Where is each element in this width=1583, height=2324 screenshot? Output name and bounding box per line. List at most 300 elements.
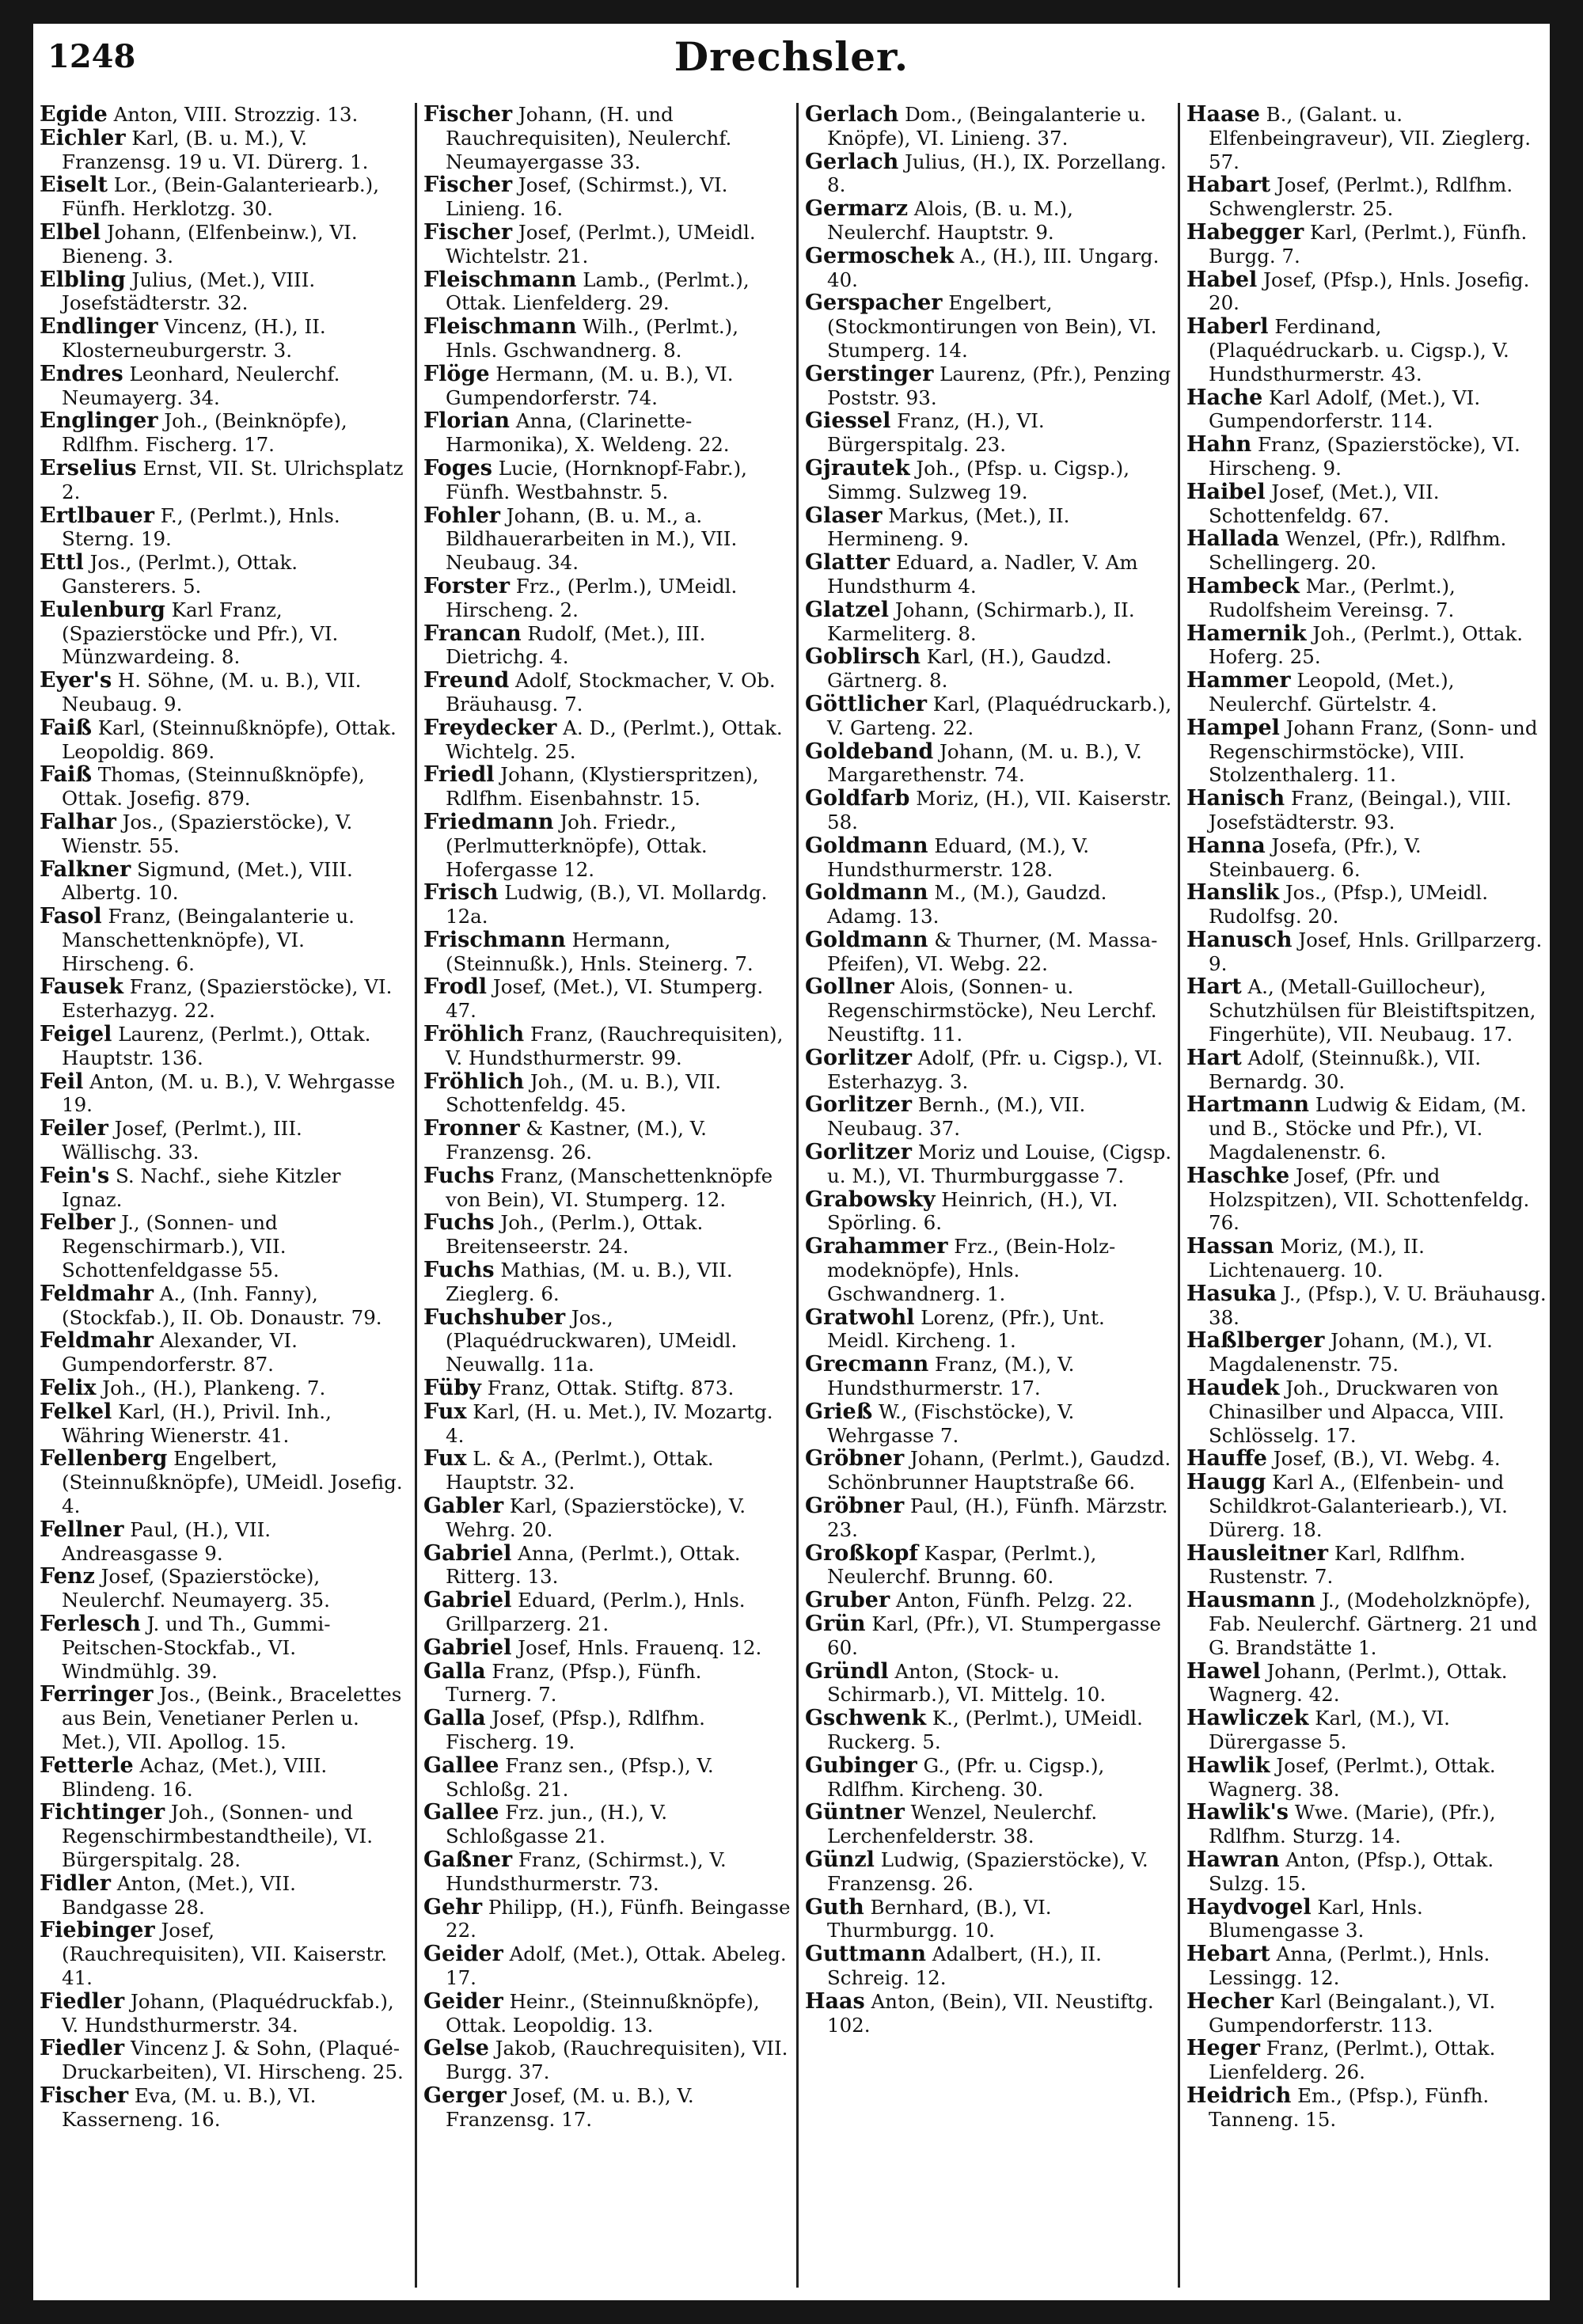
entry-details: Joh., (Beinknöpfe), Rdlfhm. Fischerg. 17. — [62, 409, 347, 457]
directory-entry — [423, 268, 792, 316]
entry-details: J., (Pfsp.), V. U. Bräuhausg. 38. — [1209, 1282, 1547, 1329]
directory-entry — [40, 457, 404, 504]
directory-entry — [40, 716, 404, 764]
directory-entry — [1186, 716, 1550, 787]
entry-surname: Fronner — [423, 1116, 520, 1141]
directory-entry — [423, 457, 792, 504]
entry-surname: Ferlesch — [40, 1612, 141, 1636]
directory-entry — [805, 150, 1173, 198]
entry-details: Joh., (Perlm.), Ottak. Breitenseerstr. 24. — [446, 1211, 704, 1259]
entry-details: Johann Franz, (Sonn- und Regenschirmstöcke), VIII. Stolzenthalerg. 11. — [1209, 716, 1538, 787]
entry-details: Josef, (Pfr. und Holzspitzen), VII. Schottenfeldg. 76. — [1209, 1164, 1530, 1235]
entry-details: W., (Fischstöcke), V. Wehrgasse 7. — [827, 1399, 1075, 1447]
entry-details: M., (M.), Gaudzd. Adamg. 13. — [827, 881, 1107, 928]
entry-surname: Fenz — [40, 1564, 95, 1589]
entry-surname: Haschke — [1186, 1163, 1290, 1188]
entry-surname: Habart — [1186, 173, 1271, 198]
entry-details: Franz, (H.), VI. Bürgerspitalg. 23. — [827, 409, 1045, 457]
directory-entry — [423, 1896, 792, 1943]
entry-surname: Goldeband — [805, 739, 934, 764]
entry-details: Johann, (M.), VI. Magdalenenstr. 75. — [1209, 1329, 1493, 1377]
entry-surname: Hallada — [1186, 526, 1280, 552]
entry-details: Ernst, VII. St. Ulrichsplatz 2. — [62, 456, 404, 503]
entry-surname: Elbling — [40, 267, 126, 292]
directory-entry — [1186, 1377, 1550, 1447]
entry-surname: Fausek — [40, 974, 123, 1000]
entry-details: Bernh., (M.), VII. Neubaug. 37. — [827, 1093, 1086, 1141]
directory-entry — [1186, 1471, 1550, 1541]
entry-surname: Ettl — [40, 550, 84, 575]
directory-entry — [423, 1494, 792, 1542]
entry-details: Joh., (M. u. B.), VII. Schottenfeldg. 45. — [446, 1069, 721, 1117]
entry-details: Anton, (Stock- u. Schirmarb.), VI. Mittelg. 10. — [827, 1659, 1107, 1707]
entry-surname: Gerlach — [805, 149, 899, 174]
directory-entry — [40, 905, 404, 975]
entry-details: Adolf, (Met.), Ottak. Abeleg. 17. — [446, 1942, 787, 1989]
entry-details: L. & A., (Perlmt.), Ottak. Hauptstr. 32. — [446, 1447, 714, 1494]
entry-surname: Englinger — [40, 408, 158, 434]
directory-entry — [40, 1683, 404, 1753]
entry-surname: Friedmann — [423, 809, 554, 834]
entry-surname: Eulenburg — [40, 597, 165, 622]
entry-surname: Hache — [1186, 385, 1263, 410]
entry-details: Josef, (Perlmt.), III. Wällischg. 33. — [62, 1117, 302, 1164]
entry-details: Joh. Friedr., (Perlmutterknöpfe), Ottak. Hofergasse 12. — [446, 810, 708, 881]
entry-details: Eduard, (Perlm.), Hnls. Grillparzerg. 21. — [446, 1589, 746, 1635]
entry-details: Jos., (Perlmt.), Ottak. Gansterers. 5. — [62, 551, 298, 598]
entry-surname: Glaser — [805, 503, 883, 528]
entry-details: Frz., (Bein-Holz-modeknöpfe), Hnls. Gschwandnerg. 1. — [827, 1235, 1116, 1305]
entry-details: Karl, (H.), Privil. Inh., Währing Wienerstr. 41. — [62, 1399, 332, 1447]
entry-details: Franz, (M.), V. Hundsthurmerstr. 17. — [827, 1353, 1075, 1400]
directory-entry — [423, 1589, 792, 1636]
entry-details: Joh., Druckwaren von Chinasilber und Alpacca, VIII. Schlösselg. 17. — [1209, 1377, 1505, 1447]
entry-surname: Fasol — [40, 904, 102, 929]
entry-surname: Hawran — [1186, 1847, 1280, 1872]
entry-details: Josef, (Perlmt.), Rdlfhm. Schwenglerstr. 25. — [1209, 173, 1513, 221]
directory-entry — [40, 103, 404, 127]
entry-surname: Hart — [1186, 1045, 1242, 1070]
directory-entry — [423, 1023, 792, 1070]
directory-entry — [40, 2037, 404, 2084]
entry-details: Dom., (Beingalanterie u. Knöpfe), VI. Linieng. 37. — [827, 103, 1147, 150]
entry-details: Anton, VIII. Strozzig. 13. — [107, 103, 359, 126]
directory-entry — [423, 1801, 792, 1848]
entry-details: Josef, (Met.), VII. Schottenfeldg. 67. — [1209, 480, 1440, 527]
entry-details: A., (Metall-Guillocheur), Schutzhülsen für Bleistiftspitzen, Fingerhüte), VII. Neubaug. 17. — [1209, 975, 1536, 1046]
entry-details: A. D., (Perlmt.), Ottak. Wichtelg. 25. — [446, 716, 783, 763]
directory-entry — [423, 1117, 792, 1164]
directory-entry — [805, 245, 1173, 292]
entry-surname: Hartmann — [1186, 1092, 1310, 1118]
directory-entry — [805, 1188, 1173, 1236]
directory-entry — [40, 551, 404, 598]
entry-details: Moriz, (M.), II. Lichtenauerg. 10. — [1209, 1235, 1425, 1282]
directory-entry — [423, 1636, 792, 1660]
entry-surname: Gabriel — [423, 1540, 512, 1566]
entry-surname: Fohler — [423, 503, 500, 528]
entry-details: Ludwig & Eidam, (M. und B., Stöcke und Pfr.), VI. Magdalenenstr. 6. — [1209, 1093, 1527, 1164]
directory-entry — [423, 1990, 792, 2037]
entry-surname: Guttmann — [805, 1942, 926, 1967]
directory-entry — [1186, 928, 1550, 976]
entry-surname: Fuchs — [423, 1163, 495, 1188]
entry-details: Johann, (H. und Rauchrequisiten), Neulerchf. Neumayergasse 33. — [446, 103, 732, 173]
entry-surname: Haberl — [1186, 314, 1269, 340]
directory-entry — [805, 1235, 1173, 1305]
directory-entry — [40, 763, 404, 811]
directory-entry — [805, 1542, 1173, 1589]
entry-details: Kaspar, (Perlmt.), Neulerchf. Brunng. 60. — [827, 1541, 1097, 1589]
entry-surname: Faiß — [40, 715, 92, 740]
directory-entry — [1186, 1447, 1550, 1471]
entry-details: Karl, (Pfr.), VI. Stumpergasse 60. — [827, 1612, 1161, 1659]
entry-surname: Grün — [805, 1612, 866, 1636]
entry-details: Josef, (Perlmt.), Ottak. Wagnerg. 38. — [1209, 1753, 1496, 1801]
directory-entry — [1186, 975, 1550, 1046]
directory-entry — [1186, 433, 1550, 480]
directory-entry — [805, 693, 1173, 740]
entry-details: Josef, (Spazierstöcke), Neulerchf. Neumayerg. 35. — [62, 1565, 330, 1612]
entry-surname: Hawlik — [1186, 1752, 1270, 1778]
entry-details: Karl, (Perlmt.), Fünfh. Burgg. 7. — [1209, 220, 1528, 268]
listing-columns — [33, 103, 1550, 2288]
directory-entry — [40, 1754, 404, 1802]
entry-details: Leonhard, Neulerchf. Neumayerg. 34. — [62, 362, 340, 409]
entry-surname: Endres — [40, 361, 123, 386]
directory-entry — [805, 740, 1173, 788]
entry-surname: Haase — [1186, 103, 1260, 127]
directory-entry — [1186, 1093, 1550, 1164]
directory-entry — [1186, 103, 1550, 173]
entry-details: Paul, (H.), VII. Andreasgasse 9. — [62, 1517, 271, 1565]
entry-surname: Germoschek — [805, 243, 955, 268]
entry-details: Josef, (Perlmt.), UMeidl. Wichtelstr. 21. — [446, 220, 756, 268]
directory-entry — [1186, 1329, 1550, 1377]
directory-entry — [1186, 2037, 1550, 2084]
directory-entry — [1186, 1164, 1550, 1235]
entry-details: Eduard, (M.), V. Hundsthurmerstr. 128. — [827, 834, 1090, 881]
entry-surname: Gratwohl — [805, 1304, 915, 1330]
entry-surname: Glatzel — [805, 597, 890, 622]
entry-details: Anton, (Bein), VII. Neustiftg. 102. — [827, 1989, 1154, 2037]
entry-details: Jakob, (Rauchrequisiten), VII. Burgg. 37. — [446, 2037, 788, 2084]
directory-entry — [805, 1612, 1173, 1660]
directory-entry — [805, 1942, 1173, 1990]
entry-details: Franz sen., (Pfsp.), V. Schloßg. 21. — [446, 1753, 714, 1801]
entry-details: Lucie, (Hornknopf-Fabr.), Fünfh. Westbahnstr. 5. — [446, 456, 747, 503]
entry-surname: Galla — [423, 1706, 486, 1731]
page-number: 1248 — [47, 38, 136, 75]
directory-entry — [40, 1329, 404, 1377]
entry-surname: Güntner — [805, 1800, 905, 1825]
entry-surname: Gabler — [423, 1494, 504, 1519]
entry-surname: Feldmahr — [40, 1328, 154, 1354]
entry-details: Karl Adolf, (Met.), VI. Gumpendorferstr. 114. — [1209, 385, 1481, 433]
entry-details: A., (Inh. Fanny), (Stockfab.), II. Ob. Donaustr. 79. — [62, 1282, 382, 1329]
entry-details: Moriz und Louise, (Cigsp. u. M.), VI. Thurmburggasse 7. — [827, 1141, 1172, 1187]
directory-entry — [40, 409, 404, 457]
directory-entry — [805, 834, 1173, 882]
entry-details: Hermann, (M. u. B.), VI. Gumpendorferstr. 74. — [446, 362, 734, 409]
directory-entry — [40, 1872, 404, 1920]
directory-entry — [805, 504, 1173, 552]
entry-surname: Hasuka — [1186, 1281, 1277, 1306]
entry-surname: Goldfarb — [805, 786, 910, 811]
entry-details: H. Söhne, (M. u. B.), VII. Neubaug. 9. — [62, 669, 362, 716]
entry-details: Adolf, (Steinnußk.), VII. Bernardg. 30. — [1209, 1046, 1482, 1093]
entry-details: Anton, (M. u. B.), V. Wehrgasse 19. — [62, 1069, 396, 1117]
directory-entry — [423, 575, 792, 622]
entry-surname: Gehr — [423, 1894, 483, 1920]
entry-surname: Fuchshuber — [423, 1304, 566, 1330]
entry-surname: Falhar — [40, 809, 116, 834]
entry-surname: Freydecker — [423, 715, 557, 740]
directory-entry — [805, 1896, 1173, 1943]
entry-surname: Grahammer — [805, 1234, 948, 1259]
entry-details: Karl, Rdlfhm. Rustenstr. 7. — [1209, 1541, 1466, 1589]
entry-surname: Hawel — [1186, 1658, 1261, 1684]
directory-entry — [423, 1306, 792, 1377]
directory-entry — [423, 409, 792, 457]
entry-details: Josef, (Pfsp.), Hnls. Josefig. 20. — [1209, 268, 1530, 315]
directory-entry — [805, 598, 1173, 646]
directory-entry — [805, 1353, 1173, 1400]
entry-surname: Feil — [40, 1069, 84, 1094]
entry-surname: Fischer — [40, 2083, 129, 2108]
entry-details: S. Nachf., siehe Kitzler Ignaz. — [62, 1164, 341, 1211]
entry-surname: Gröbner — [805, 1446, 905, 1471]
directory-entry — [423, 504, 792, 575]
page-header — [33, 24, 1550, 87]
directory-entry — [1186, 669, 1550, 716]
directory-entry — [1186, 834, 1550, 882]
entry-surname: Hambeck — [1186, 573, 1300, 598]
directory-entry — [40, 1023, 404, 1070]
entry-details: Johann, (Perlmt.), Ottak. Wagnerg. 42. — [1209, 1659, 1508, 1707]
directory-entry — [40, 1377, 404, 1400]
entry-details: & Kastner, (M.), V. Franzensg. 26. — [446, 1117, 707, 1164]
entry-surname: Haßlberger — [1186, 1328, 1325, 1354]
entry-details: Franz, (Rauchrequisiten), V. Hundsthurmerstr. 99. — [446, 1023, 784, 1069]
entry-details: Jos., (Spazierstöcke), V. Wienstr. 55. — [62, 810, 353, 857]
entry-details: Karl, (H. u. Met.), IV. Mozartg. 4. — [446, 1399, 773, 1447]
directory-entry — [1186, 1754, 1550, 1802]
entry-surname: Glatter — [805, 550, 890, 575]
entry-surname: Gabriel — [423, 1588, 512, 1613]
directory-entry — [1186, 1660, 1550, 1707]
entry-details: Karl A., (Elfenbein- und Schildkrot-Galanteriearb.), VI. Dürerg. 18. — [1209, 1471, 1508, 1541]
directory-entry — [1186, 527, 1550, 575]
entry-details: J. und Th., Gummi-Peitschen-Stockfab., VI. Windmühlg. 39. — [62, 1612, 331, 1683]
entry-surname: Geider — [423, 1942, 503, 1967]
entry-details: Lamb., (Perlmt.), Ottak. Lienfelderg. 29. — [446, 268, 750, 315]
entry-surname: Eichler — [40, 125, 126, 150]
directory-entry — [423, 1070, 792, 1118]
entry-surname: Göttlicher — [805, 691, 927, 716]
entry-surname: Eiselt — [40, 173, 108, 198]
entry-surname: Grabowsky — [805, 1187, 936, 1212]
entry-surname: Falkner — [40, 856, 131, 882]
entry-surname: Giessel — [805, 408, 891, 434]
directory-entry — [1186, 1801, 1550, 1848]
entry-surname: Endlinger — [40, 314, 158, 340]
entry-details: Ludwig, (B.), VI. Mollardg. 12a. — [446, 881, 768, 928]
directory-entry — [1186, 268, 1550, 316]
entry-surname: Fleischmann — [423, 267, 577, 292]
entry-surname: Gabriel — [423, 1635, 512, 1660]
entry-surname: Haibel — [1186, 479, 1266, 504]
directory-entry — [423, 716, 792, 764]
directory-entry — [1186, 221, 1550, 268]
entry-details: Mathias, (M. u. B.), VII. Zieglerg. 6. — [446, 1259, 733, 1305]
entry-details: Johann, (M. u. B.), V. Margarethenstr. 74. — [827, 739, 1142, 787]
entry-details: Karl, (Spazierstöcke), V. Wehrg. 20. — [446, 1494, 746, 1541]
entry-details: Johann, (Klystierspritzen), Rdlfhm. Eisenbahnstr. 15. — [446, 763, 759, 811]
entry-details: Engelbert, (Stockmontirungen von Bein), VI. Stumperg. 14. — [827, 291, 1157, 362]
entry-details: Franz, (Schirmst.), V. Hundsthurmerstr. 73. — [446, 1847, 727, 1895]
entry-surname: Hausmann — [1186, 1588, 1316, 1613]
entry-surname: Hanusch — [1186, 927, 1293, 952]
entry-details: & Thurner, (M. Massa-Pfeifen), VI. Webg. 22. — [827, 928, 1158, 975]
directory-entry — [423, 2037, 792, 2084]
entry-surname: Elbel — [40, 219, 101, 245]
entry-details: Mar., (Perlmt.), Rudolfsheim Vereinsg. 7. — [1209, 574, 1456, 621]
entry-surname: Gröbner — [805, 1494, 905, 1519]
directory-entry — [40, 598, 404, 669]
directory-entry — [1186, 1235, 1550, 1282]
directory-entry — [805, 1306, 1173, 1354]
entry-details: Johann, (Perlmt.), Gaudzd. Schönbrunner Hauptstraße 66. — [827, 1447, 1171, 1494]
directory-entry — [1186, 881, 1550, 928]
entry-surname: Feigel — [40, 1022, 112, 1047]
entry-details: Anna, (Clarinette-Harmonika), X. Weldeng. 22. — [446, 409, 730, 457]
directory-entry — [423, 1447, 792, 1494]
entry-details: A., (H.), III. Ungarg. 40. — [827, 244, 1160, 291]
entry-surname: Guth — [805, 1894, 864, 1920]
entry-surname: Felber — [40, 1210, 116, 1236]
entry-surname: Gallee — [423, 1752, 499, 1778]
entry-surname: Feiler — [40, 1116, 108, 1141]
entry-surname: Frischmann — [423, 927, 566, 952]
directory-entry — [40, 315, 404, 363]
directory-entry — [1186, 1046, 1550, 1094]
directory-entry — [40, 2084, 404, 2132]
entry-surname: Fux — [423, 1446, 467, 1471]
entry-details: Josef, (Rauchrequisiten), VII. Kaiserstr. 41. — [62, 1919, 388, 1989]
entry-surname: Germarz — [805, 196, 909, 222]
entry-details: Franz, (Perlmt.), Ottak. Lienfelderg. 26. — [1209, 2037, 1496, 2084]
directory-entry — [40, 1919, 404, 1989]
entry-surname: Hawliczek — [1186, 1706, 1309, 1731]
entry-details: Josef, (Pfsp.), Rdlfhm. Fischerg. 19. — [446, 1707, 705, 1753]
entry-surname: Hecher — [1186, 1988, 1274, 2014]
directory-entry — [40, 268, 404, 316]
entry-details: J., (Sonnen- und Regenschirmarb.), VII. Schottenfeldgasse 55. — [62, 1211, 287, 1282]
entry-details: Jos., (Pfsp.), UMeidl. Rudolfsg. 20. — [1209, 881, 1489, 928]
directory-entry — [805, 928, 1173, 976]
entry-details: Rudolf, (Met.), III. Dietrichg. 4. — [446, 621, 706, 669]
directory-entry — [423, 1848, 792, 1896]
entry-surname: Hanna — [1186, 833, 1266, 858]
directory-entry — [423, 975, 792, 1023]
directory-entry — [805, 197, 1173, 245]
directory-entry — [40, 127, 404, 174]
entry-details: Engelbert, (Steinnußknöpfe), UMeidl. Josefig. 4. — [62, 1447, 403, 1518]
entry-details: Eduard, a. Nadler, V. Am Hundsthurm 4. — [827, 551, 1138, 598]
entry-details: Lorenz, (Pfr.), Unt. Meidl. Kircheng. 1. — [827, 1305, 1105, 1353]
entry-surname: Gschwenk — [805, 1706, 927, 1731]
entry-details: Johann, (B. u. M., a. Bildhauerarbeiten in M.), VII. Neubaug. 34. — [446, 503, 738, 575]
entry-surname: Fidler — [40, 1870, 111, 1896]
directory-entry — [805, 1141, 1173, 1188]
entry-details: Frz., (Perlm.), UMeidl. Hirscheng. 2. — [446, 574, 738, 621]
directory-entry — [40, 1990, 404, 2037]
directory-entry — [423, 2084, 792, 2132]
entry-surname: Fröhlich — [423, 1022, 525, 1047]
directory-entry — [1186, 173, 1550, 221]
directory-entry — [1186, 575, 1550, 622]
directory-entry — [805, 1754, 1173, 1802]
directory-entry — [1186, 787, 1550, 834]
directory-entry — [40, 1400, 404, 1448]
entry-details: Wenzel, Neulerchf. Lerchenfelderstr. 38. — [827, 1801, 1098, 1848]
directory-entry — [40, 221, 404, 268]
entry-surname: Haas — [805, 1988, 865, 2014]
directory-entry — [423, 763, 792, 811]
entry-details: Joh., (Perlmt.), Ottak. Hoferg. 25. — [1209, 621, 1524, 669]
directory-entry — [423, 1942, 792, 1990]
entry-surname: Foges — [423, 455, 492, 480]
entry-details: Johann, (Schirmarb.), II. Karmeliterg. 8. — [827, 598, 1135, 645]
entry-details: Joh., (Sonnen- und Regenschirmbestandtheile), VI. Bürgerspitalg. 28. — [62, 1801, 374, 1871]
directory-entry — [40, 975, 404, 1023]
directory-entry — [805, 787, 1173, 834]
entry-details: Josef, (Schirmst.), VI. Linieng. 16. — [446, 173, 728, 221]
directory-entry — [1186, 315, 1550, 385]
entry-details: Franz, (Beingalanterie u. Manschettenknöpfe), VI. Hirscheng. 6. — [62, 905, 355, 975]
entry-details: Franz, (Spazierstöcke), VI. Esterhazyg. 22. — [62, 975, 393, 1023]
directory-entry — [423, 881, 792, 928]
directory-entry — [1186, 1896, 1550, 1943]
entry-details: Ferdinand, (Plaquédruckarb. u. Cigsp.), V. Hundsthurmerstr. 43. — [1209, 315, 1509, 385]
entry-details: F., (Perlmt.), Hnls. Sterng. 19. — [62, 503, 340, 551]
directory-entry — [805, 551, 1173, 598]
directory-entry — [805, 1848, 1173, 1896]
directory-entry — [805, 645, 1173, 693]
entry-details: Josef, Hnls. Grillparzerg. 9. — [1209, 928, 1543, 975]
directory-entry — [1186, 1589, 1550, 1659]
entry-surname: Heger — [1186, 2036, 1260, 2061]
entry-details: Anna, (Perlmt.), Ottak. Ritterg. 13. — [446, 1541, 741, 1589]
directory-entry — [423, 221, 792, 268]
directory-entry — [805, 103, 1173, 150]
entry-details: Josef, (B.), VI. Webg. 4. — [1266, 1447, 1501, 1471]
entry-details: Thomas, (Steinnußknöpfe), Ottak. Josefig. 879. — [62, 763, 365, 811]
entry-surname: Gorlitzer — [805, 1045, 913, 1070]
entry-surname: Habel — [1186, 267, 1258, 292]
entry-surname: Gorlitzer — [805, 1092, 913, 1118]
entry-details: Philipp, (H.), Fünfh. Beingasse 22. — [446, 1895, 791, 1942]
directory-entry — [423, 1707, 792, 1754]
directory-entry — [423, 103, 792, 173]
entry-details: Julius, (H.), IX. Porzellang. 8. — [827, 150, 1167, 197]
entry-surname: Gubinger — [805, 1752, 917, 1778]
entry-surname: Hahn — [1186, 432, 1252, 458]
entry-surname: Grecmann — [805, 1352, 929, 1377]
directory-entry — [423, 1660, 792, 1707]
entry-details: Karl, (H.), Gaudzd. Gärtnerg. 8. — [827, 645, 1112, 693]
